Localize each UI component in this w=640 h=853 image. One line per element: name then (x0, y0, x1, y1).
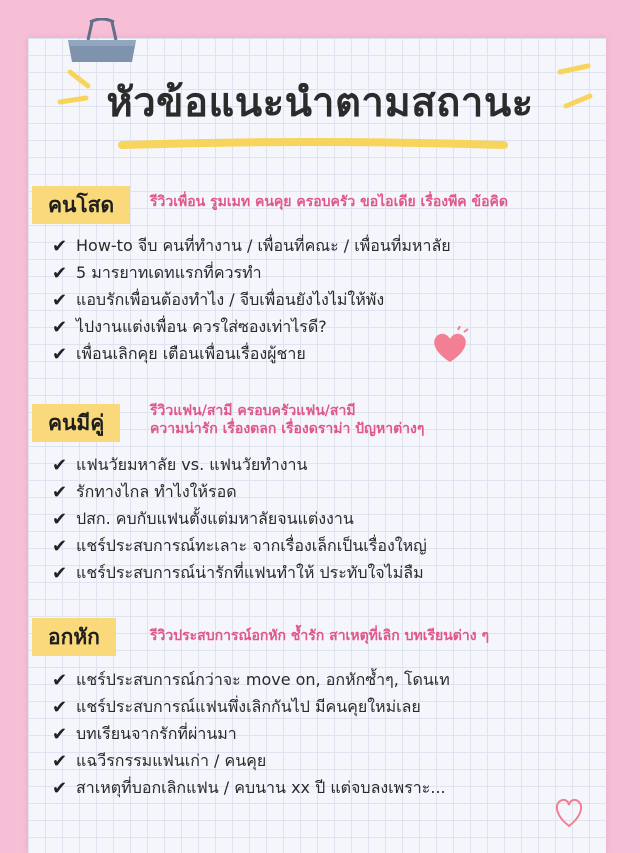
section-desc-heartbroken: รีวิวประสบการณ์อกหัก ช้ำรัก สาเหตุที่เลิก บทเรียนต่าง ๆ (150, 628, 489, 644)
title-underline (118, 136, 508, 154)
check-icon: ✔ (52, 290, 68, 311)
heart-icon (428, 326, 472, 366)
list-item: ✔ ปสก. คบกับแฟนตั้งแต่มหาลัยจนแต่งงาน (52, 509, 354, 530)
section-tag-single: คนโสด (32, 186, 130, 224)
check-icon: ✔ (52, 317, 68, 338)
list-item: ✔ แอบรักเพื่อนต้องทำไง / จีบเพื่อนยังไงไม่ให้พัง (52, 290, 385, 311)
list-item: ✔ เพื่อนเลิกคุย เตือนเพื่อนเรื่องผู้ชาย (52, 344, 306, 365)
check-icon: ✔ (52, 670, 68, 691)
list-item: ✔ แชร์ประสบการณ์แฟนพึ่งเลิกกันไป มีคนคุยใหม่เลย (52, 697, 421, 718)
section-desc-single: รีวิวเพื่อน รูมเมท คนคุย ครอบครัว ขอไอเดีย เรื่องพีค ข้อคิด (150, 194, 508, 210)
list-item: ✔ สาเหตุที่บอกเลิกแฟน / คบนาน xx ปี แต่จบลงเพราะ... (52, 778, 446, 799)
section-desc-taken-line1: รีวิวแฟน/สามี ครอบครัวแฟน/สามี (150, 403, 356, 419)
list-item: ✔ แชร์ประสบการณ์ทะเลาะ จากเรื่องเล็กเป็นเรื่องใหญ่ (52, 536, 427, 557)
list-item: ✔ How-to จีบ คนที่ทำงาน / เพื่อนที่คณะ / เพื่อนที่มหาลัย (52, 236, 451, 257)
check-icon: ✔ (52, 482, 68, 503)
check-icon: ✔ (52, 751, 68, 772)
topic-list-taken (52, 452, 427, 587)
check-icon: ✔ (52, 509, 68, 530)
sparkle-marks-left (30, 62, 100, 122)
list-item: ✔ แฟนวัยมหาลัย vs. แฟนวัยทำงาน (52, 455, 308, 476)
binder-clip-icon (62, 18, 142, 66)
sparkle-marks-right (540, 62, 610, 122)
check-icon: ✔ (52, 563, 68, 584)
section-tag-heartbroken: อกหัก (32, 618, 116, 656)
section-tag-taken: คนมีคู่ (32, 404, 120, 442)
check-icon: ✔ (52, 263, 68, 284)
list-item: ✔ แชร์ประสบการณ์น่ารักที่แฟนทำให้ ประทับใจไม่ลืม (52, 563, 424, 584)
check-icon: ✔ (52, 344, 68, 365)
check-icon: ✔ (52, 536, 68, 557)
heart-outline-icon (552, 792, 586, 830)
topic-list-single (52, 233, 451, 368)
list-item: ✔ รักทางไกล ทำไงให้รอด (52, 482, 237, 503)
section-desc-taken-line2: ความน่ารัก เรื่องตลก เรื่องดราม่า ปัญหาต่างๆ (150, 421, 425, 437)
list-item: ✔ ไปงานแต่งเพื่อน ควรใส่ซองเท่าไรดี? (52, 317, 327, 338)
list-item: ✔ บทเรียนจากรักที่ผ่านมา (52, 724, 237, 745)
topic-list-heartbroken (52, 667, 450, 802)
check-icon: ✔ (52, 724, 68, 745)
check-icon: ✔ (52, 236, 68, 257)
check-icon: ✔ (52, 455, 68, 476)
check-icon: ✔ (52, 697, 68, 718)
list-item: ✔ แชร์ประสบการณ์กว่าจะ move on, อกหักซ้ำๆ, โดนเท (52, 670, 450, 691)
list-item: ✔ 5 มารยาทเดทแรกที่ควรทำ (52, 263, 262, 284)
page-title: หัวข้อแนะนำตามสถานะ (106, 80, 534, 126)
list-item: ✔ แฉวีรกรรมแฟนเก่า / คนคุย (52, 751, 267, 772)
check-icon: ✔ (52, 778, 68, 799)
